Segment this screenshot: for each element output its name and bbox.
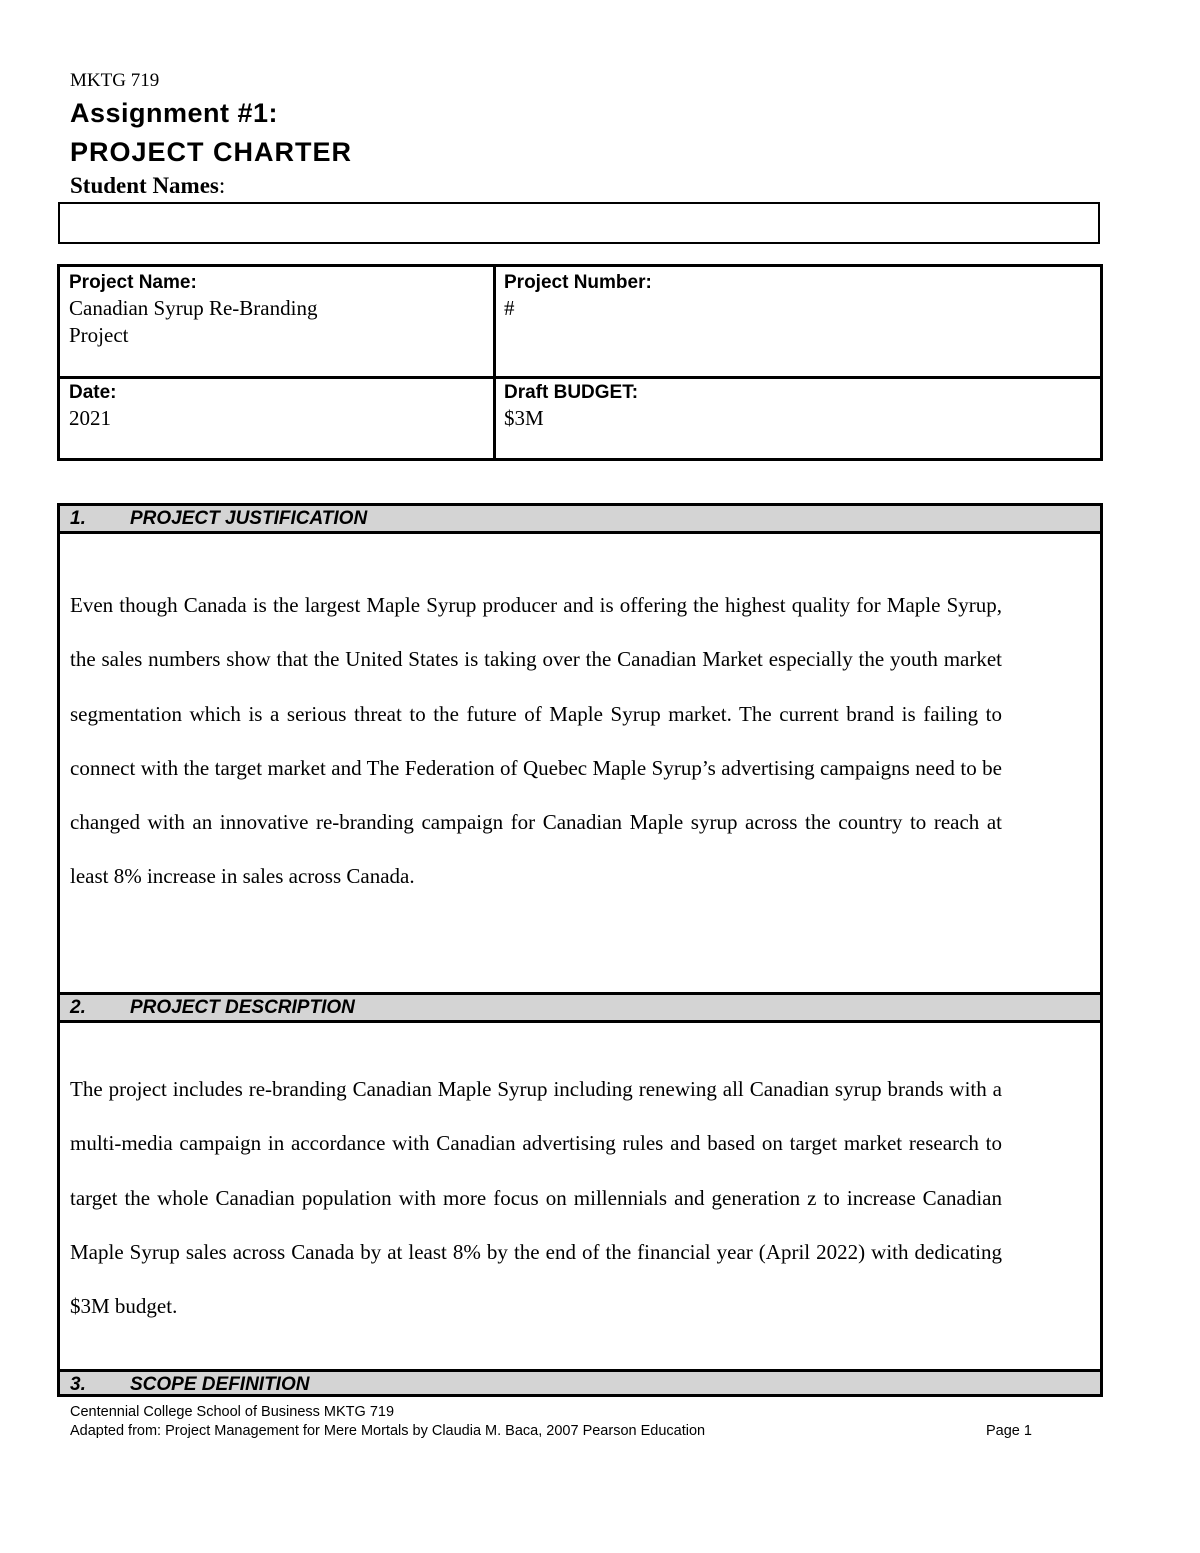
budget-value: $3M [504,406,544,430]
footer-page-number: Page 1 [986,1423,1032,1439]
section-title: SCOPE DEFINITION [130,1374,310,1395]
project-name-value: Canadian Syrup Re-Branding Project [69,296,318,347]
project-name-label: Project Name: [69,272,197,293]
footer-institution: Centennial College School of Business MKTG 719 [70,1404,395,1420]
budget-cell [495,377,1100,458]
project-number-value: # [504,296,515,320]
student-names-field[interactable] [58,202,1100,244]
project-number-cell [495,267,1100,377]
date-value: 2021 [69,406,111,430]
section-title: PROJECT DESCRIPTION [130,997,355,1018]
section-body-justification: Even though Canada is the largest Maple Syrup producer and is offering the highest quality for Maple Syrup, the sales numbers show that the United States is taking over the Canadian Market especially the youth market segmentation which is a serious threat to the future of Maple Syrup market. The current brand is failing to connect with the target market and The Federation of Quebec Maple Syrup’s advertising campaigns need to be changed with an innovative re-branding campaign for Canadian Maple syrup across the country to reach at least 8% increase in sales across Canada. [70,593,1002,889]
section-number: 3. [70,1374,86,1395]
section-header-description [60,992,1100,1023]
budget-label: Draft BUDGET: [504,382,639,403]
section-number: 1. [70,508,86,529]
section-body-description: The project includes re-branding Canadian Maple Syrup including renewing all Canadian syrup brands with a multi-media campaign in accordance with Canadian advertising rules and based on target market research to target the whole Canadian population with more focus on millennials and generation z to increase Canadian Maple Syrup sales across Canada by at least 8% by the end of the financial year (April 2022) with dedicating $3M budget. [70,1077,1002,1319]
student-names-label-text: Student Names [70,173,219,198]
section-number: 2. [70,997,86,1018]
project-name-cell [60,267,495,377]
section-title: PROJECT JUSTIFICATION [130,508,368,529]
date-cell [60,377,495,458]
section-header-scope [60,1369,1100,1397]
student-names-label [70,173,225,199]
document-title-line-1: Assignment #1: [70,98,279,128]
charter-sections-table [57,503,1103,1397]
project-number-label: Project Number: [504,272,652,293]
document-title-line-2: PROJECT CHARTER [70,137,353,167]
course-code: MKTG 719 [70,70,160,91]
footer-source-credit: Adapted from: Project Management for Mere Mortals by Claudia M. Baca, 2007 Pearson Education [70,1423,706,1439]
project-info-table [57,264,1103,461]
student-names-colon: : [218,173,226,198]
section-header-justification [60,506,1100,534]
date-label: Date: [69,382,117,403]
